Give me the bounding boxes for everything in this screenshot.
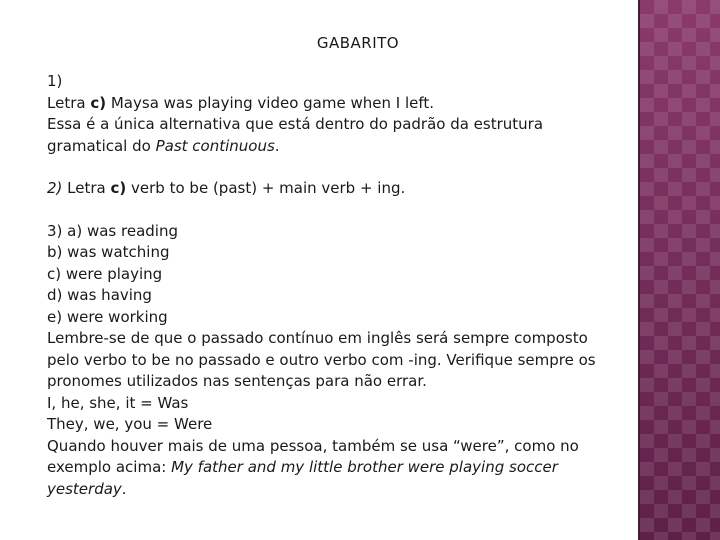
q1-explanation-line1: Essa é a única alternativa que está dentro do padrão da estrutura xyxy=(47,115,544,133)
spacer xyxy=(47,200,639,221)
q3-note-line: Lembre-se de que o passado contínuo em inglês será sempre composto xyxy=(47,329,588,347)
spacer xyxy=(47,157,639,178)
q3-example-sentence-end: yesterday xyxy=(47,479,122,498)
q3-example-line1 xyxy=(47,457,639,479)
q2-answer-letter: c) xyxy=(110,179,127,197)
q1-number: 1) xyxy=(47,72,63,90)
answer-key-content xyxy=(47,71,639,500)
q1-explanation-term: Past continuous xyxy=(155,136,275,155)
decorative-side-panel xyxy=(640,0,720,540)
q2-answer-prefix: Letra xyxy=(62,179,111,197)
q2-answer-text: verb to be (past) + main verb + ing. xyxy=(126,179,406,197)
q2-number: 2) xyxy=(47,179,63,197)
q1-answer xyxy=(47,93,639,115)
q3-item: e) were working xyxy=(47,307,168,326)
q3-note-line: Quando houver mais de uma pessoa, também se usa “were”, como no xyxy=(47,436,579,455)
q1-answer-letter: c) xyxy=(90,93,107,112)
q3-item: c) were playing xyxy=(47,264,163,283)
q3-note-line: I, he, she, it = Was xyxy=(47,393,189,412)
q1-answer-prefix: Letra xyxy=(47,93,91,112)
q3-item: b) was watching xyxy=(47,243,170,261)
q1-explanation-suffix: . xyxy=(274,136,280,155)
q1-explanation-line2 xyxy=(47,136,639,158)
q1-explanation-prefix: gramatical do xyxy=(47,136,156,155)
q2-answer xyxy=(47,178,639,200)
q3-note-line: pelo verbo to be no passado e outro verbo com -ing. Verifique sempre os xyxy=(47,350,596,369)
q3-note-line: pronomes utilizados nas sentenças para não errar. xyxy=(47,372,427,390)
q3-item: d) was having xyxy=(47,286,152,304)
slide-title: GABARITO xyxy=(316,34,400,52)
q3-item: 3) a) was reading xyxy=(47,221,178,240)
q3-example-line2 xyxy=(47,479,639,501)
q1-answer-text: Maysa was playing video game when I left. xyxy=(106,93,435,112)
q3-note-line: They, we, you = Were xyxy=(47,415,213,433)
q3-example-suffix: . xyxy=(121,479,127,498)
q3-example-prefix: exemplo acima: xyxy=(47,458,172,476)
q3-example-sentence: My father and my little brother were playing soccer xyxy=(171,458,558,476)
